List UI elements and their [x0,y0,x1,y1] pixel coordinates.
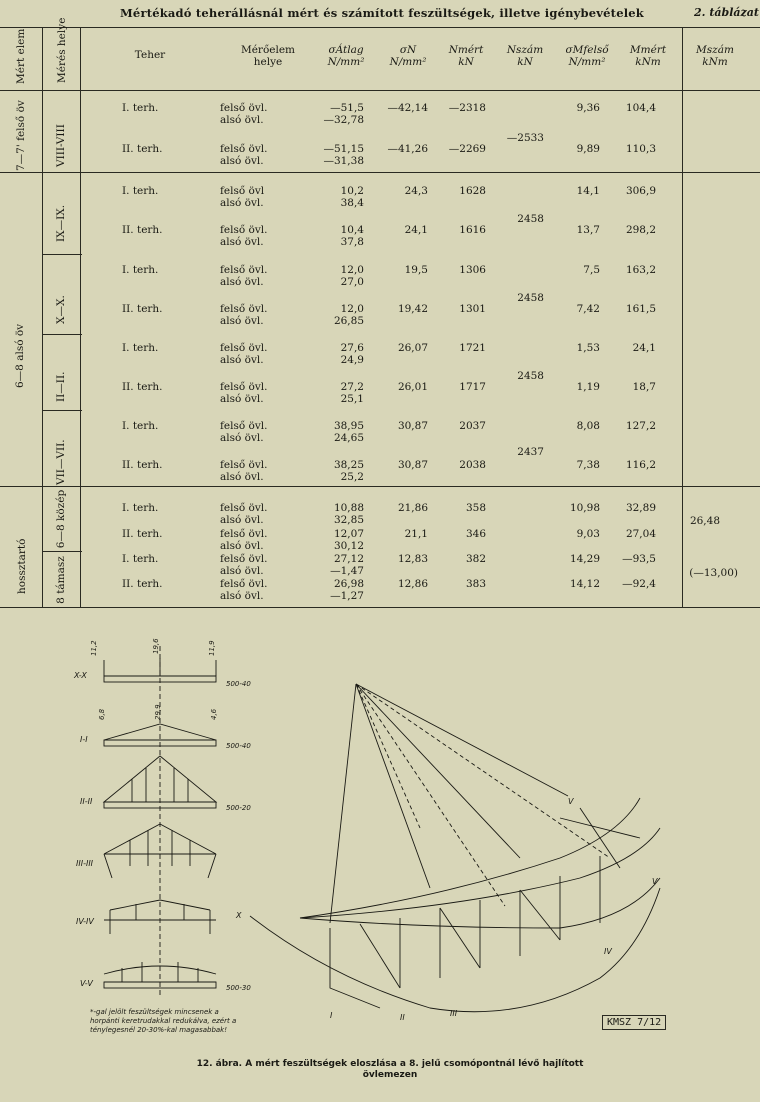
figure-labels [73,638,658,1022]
fig-label-iiiiii: III-III [76,859,94,868]
hossz-n-mert: 383 [465,578,486,590]
row-sigma-mfelso: 13,7 [576,224,600,236]
fig-label-ii: I-I [80,735,88,744]
row-meroelem-felso: felső övl [220,185,265,197]
row-sigma-mfelso: 1,19 [576,381,600,393]
row-teher: II. terh. [122,143,163,155]
hossz-sigma-also: 32,85 [333,514,364,526]
hossz-meroelem-also: alsó övl. [220,565,264,577]
row-teher: I. terh. [122,420,159,432]
header-sigma-atlag: σÁtlag N/mm² [327,44,365,68]
row-sigma-felso: 27,6 [340,342,364,354]
fig-scale-2: 500-40 [226,742,251,750]
row-sigma-n: 26,07 [397,342,428,354]
rule-group1 [0,172,760,173]
row-meroelem-felso: felső övl. [220,459,268,471]
row-sigma-also: —31,38 [323,155,364,167]
row-m-mert: 127,2 [625,420,656,432]
hossz-sigma-n: 12,83 [397,553,428,565]
fig-roman-i: I [330,1011,333,1020]
header-m-mert: Mmért kNm [629,44,667,68]
figure-footnote: *-gal jelölt feszültségek mincsenek a horpánti keretrudakkal redukálva, ezért a ténylegesnél 20-30%-kal magasabbak! [90,1008,237,1034]
hossz-sigma-felso: 10,88 [333,502,364,514]
row-teher: I. terh. [122,185,159,197]
hossz-meroelem-felso: felső övl. [220,553,268,565]
row-sigma-mfelso: 9,36 [576,102,600,114]
hossz-meroelem-felso: felső övl. [220,502,268,514]
row-teher: I. terh. [122,342,159,354]
fig-roman-x: X [236,911,242,920]
header-meroelem: Mérőelem helye [240,44,296,68]
hossz-teher: II. terh. [122,578,163,590]
row-m-mert: 161,5 [625,303,656,315]
fig-scale-4: 500-30 [226,984,251,992]
hossz-sigma-mfelso: 10,98 [569,502,600,514]
hossz-teher: I. terh. [122,502,159,514]
row-sigma-felso: 38,95 [333,420,364,432]
row-sigma-also: 25,2 [340,471,364,483]
hossz-sigma-n: 21,1 [404,528,428,540]
row-n-mert: 1306 [459,264,486,276]
row-sigma-also: 25,1 [340,393,364,405]
row-teher: II. terh. [122,303,163,315]
hossz-sigma-also: 30,12 [333,540,364,552]
table-number: 2. táblázat [694,6,759,19]
row-meroelem-also: alsó övl. [220,114,264,126]
hossz-sigma-mfelso: 14,29 [569,553,600,565]
row-teher: I. terh. [122,102,159,114]
row-m-mert: 110,3 [625,143,656,155]
row-sigma-felso: —51,15 [323,143,364,155]
row-m-mert: 306,9 [625,185,656,197]
fig-label-vv: V-V [80,979,93,988]
fig-roman-ii: II [400,1013,405,1022]
fig-val-6: 4,6 [210,708,218,720]
rule-top [0,27,760,28]
rule-sub-b [42,334,82,335]
hossz-m-mert: —93,5 [622,553,656,565]
row-n-mert: 2038 [459,459,486,471]
fig-label-iv: IV-IV [76,917,94,926]
fig-val-1: 11,2 [90,640,98,656]
hossz-n-mert: 346 [465,528,486,540]
row-n-szam: —2533 [506,132,544,144]
hossz-meroelem-also: alsó övl. [220,514,264,526]
header-sigma-n: σN N/mm² [389,44,427,68]
row-sigma-also: 24,65 [333,432,364,444]
row-meroelem-felso: felső övl. [220,342,268,354]
row-n-szam: 2458 [517,213,544,225]
row-meroelem-also: alsó övl. [220,432,264,444]
hossz-sigma-n: 12,86 [397,578,428,590]
rule-sub-a [42,254,82,255]
row-n-mert: —2318 [448,102,486,114]
row-sigma-mfelso: 14,1 [576,185,600,197]
row-teher: II. terh. [122,224,163,236]
row-m-mert: 104,4 [625,102,656,114]
hossz-sigma-mfelso: 14,12 [569,578,600,590]
figure-caption: 12. ábra. A mért feszültségek eloszlása a 8. jelű csomópontnál lévő hajlított övlemezen [196,1059,584,1080]
row-meroelem-felso: felső övl. [220,224,268,236]
row-sigma-felso: 12,0 [340,264,364,276]
row-n-szam: 2458 [517,292,544,304]
header-sigma-mfelso: σMfelső N/mm² [565,44,609,68]
header-n-szam: Nszám kN [506,44,544,68]
row-n-szam: 2458 [517,370,544,382]
row-m-mert: 24,1 [632,342,656,354]
hossz-m-szam-1: 26,48 [689,515,720,527]
hossz-sigma-also: —1,47 [330,565,364,577]
meres-label-tamasz: 8 támasz [55,556,67,604]
row-meroelem-felso: felső övl. [220,143,268,155]
row-teher: II. terh. [122,459,163,471]
row-sigma-mfelso: 7,5 [583,264,600,276]
meres-label-vii: VII—VII. [55,439,67,485]
rule-group2 [0,486,760,487]
row-meroelem-felso: felső övl. [220,303,268,315]
row-meroelem-felso: felső övl. [220,102,268,114]
row-sigma-felso: 12,0 [340,303,364,315]
row-sigma-n: 24,1 [404,224,428,236]
row-meroelem-felso: felső övl. [220,420,268,432]
fig-label-xx: X-X [74,671,87,680]
row-n-mert: 1628 [459,185,486,197]
meres-label-x: X—X. [55,295,67,324]
fig-val-4: 6,8 [98,708,106,720]
row-m-mert: 18,7 [632,381,656,393]
col-divider-2 [80,27,81,607]
row-meroelem-also: alsó övl. [220,393,264,405]
header-m-szam: Mszám kNm [696,44,734,68]
header-n-mert: Nmért kN [448,44,484,68]
row-meroelem-also: alsó övl. [220,155,264,167]
row-n-mert: 1721 [459,342,486,354]
hossz-sigma-felso: 27,12 [333,553,364,565]
row-sigma-n: 19,5 [404,264,428,276]
row-sigma-n: 30,87 [397,420,428,432]
row-n-mert: 1616 [459,224,486,236]
stress-distribution-figure [0,628,760,1058]
fig-scale-3: 500-20 [226,804,251,812]
row-sigma-n: 19,42 [397,303,428,315]
group-label-hossztarto: hossztartó [16,538,28,594]
row-sigma-also: 37,8 [340,236,364,248]
fig-label-iii: II-II [80,797,93,806]
row-m-mert: 116,2 [625,459,656,471]
row-sigma-n: —41,26 [387,143,428,155]
row-sigma-also: —32,78 [323,114,364,126]
row-m-mert: 163,2 [625,264,656,276]
row-sigma-felso: 10,4 [340,224,364,236]
row-sigma-felso: 38,25 [333,459,364,471]
fig-roman-iii: III [450,1009,458,1018]
meres-label-viii: VIII-VIII [55,124,67,167]
row-m-mert: 298,2 [625,224,656,236]
row-sigma-n: —42,14 [387,102,428,114]
row-sigma-felso: 10,2 [340,185,364,197]
hossz-n-mert: 382 [465,553,486,565]
hossz-meroelem-also: alsó övl. [220,540,264,552]
row-n-mert: 1717 [459,381,486,393]
row-sigma-also: 24,9 [340,354,364,366]
row-teher: II. terh. [122,381,163,393]
hossz-meroelem-felso: felső övl. [220,528,268,540]
fig-val-3: 11,9 [208,640,216,656]
hossz-sigma-felso: 26,98 [333,578,364,590]
rule-bottom [0,607,760,608]
row-meroelem-felso: felső övl. [220,264,268,276]
hossz-meroelem-felso: felső övl. [220,578,268,590]
row-meroelem-also: alsó övl. [220,354,264,366]
header-teher: Teher [134,49,166,61]
fig-roman-v1: V [568,797,574,806]
hossz-m-mert: —92,4 [622,578,656,590]
col-divider-1 [42,27,43,607]
row-meroelem-also: alsó övl. [220,315,264,327]
row-sigma-n: 24,3 [404,185,428,197]
row-n-mert: —2269 [448,143,486,155]
row-sigma-mfelso: 7,38 [576,459,600,471]
rule-header [0,90,760,91]
hossz-meroelem-also: alsó övl. [220,590,264,602]
fig-roman-v2: V [652,877,658,886]
header-mert-elem: Mért elem [15,28,27,84]
fig-val-2: 19,6 [152,638,160,654]
table-title: Mértékadó teherállásnál mért és számított feszültségek, illetve igénybevételek [120,6,644,20]
meres-label-ii: II—II. [55,371,67,402]
hossz-sigma-n: 21,86 [397,502,428,514]
hossz-m-mert: 32,89 [625,502,656,514]
hossz-teher: II. terh. [122,528,163,540]
row-sigma-felso: —51,5 [330,102,364,114]
group-label-felso-ov: 7—7' felső öv [15,100,27,171]
row-teher: I. terh. [122,264,159,276]
hossz-teher: I. terh. [122,553,159,565]
row-sigma-n: 30,87 [397,459,428,471]
group-label-also-ov: 6—8 alsó öv [14,323,26,388]
row-sigma-also: 38,4 [340,197,364,209]
hossz-sigma-mfelso: 9,03 [576,528,600,540]
fig-roman-iv: IV [604,947,612,956]
row-meroelem-also: alsó övl. [220,197,264,209]
kmsz-stamp: KMSZ 7/12 [602,1015,666,1030]
row-sigma-also: 26,85 [333,315,364,327]
row-meroelem-felso: felső övl. [220,381,268,393]
row-n-szam: 2437 [517,446,544,458]
row-n-mert: 1301 [459,303,486,315]
row-n-mert: 2037 [459,420,486,432]
meres-label-ix: IX—IX. [55,204,67,242]
row-meroelem-also: alsó övl. [220,471,264,483]
hossz-n-mert: 358 [465,502,486,514]
rule-sub-c [42,410,82,411]
row-meroelem-also: alsó övl. [220,236,264,248]
row-sigma-n: 26,01 [397,381,428,393]
row-sigma-mfelso: 9,89 [576,143,600,155]
row-sigma-felso: 27,2 [340,381,364,393]
fig-val-5: 29,9 [154,704,162,720]
row-sigma-also: 27,0 [340,276,364,288]
hossz-m-szam-2: (—13,00) [689,567,738,579]
hossz-sigma-also: —1,27 [330,590,364,602]
row-sigma-mfelso: 1,53 [576,342,600,354]
hossz-sigma-felso: 12,07 [333,528,364,540]
row-meroelem-also: alsó övl. [220,276,264,288]
meres-label-kozep: 6—8 közép [55,489,67,549]
row-sigma-mfelso: 8,08 [576,420,600,432]
hossz-m-mert: 27,04 [625,528,656,540]
perspective-drawing [250,684,660,1012]
row-sigma-mfelso: 7,42 [576,303,600,315]
header-meres-helye: Mérés helye [56,17,68,83]
fig-scale-1: 500-40 [226,680,251,688]
